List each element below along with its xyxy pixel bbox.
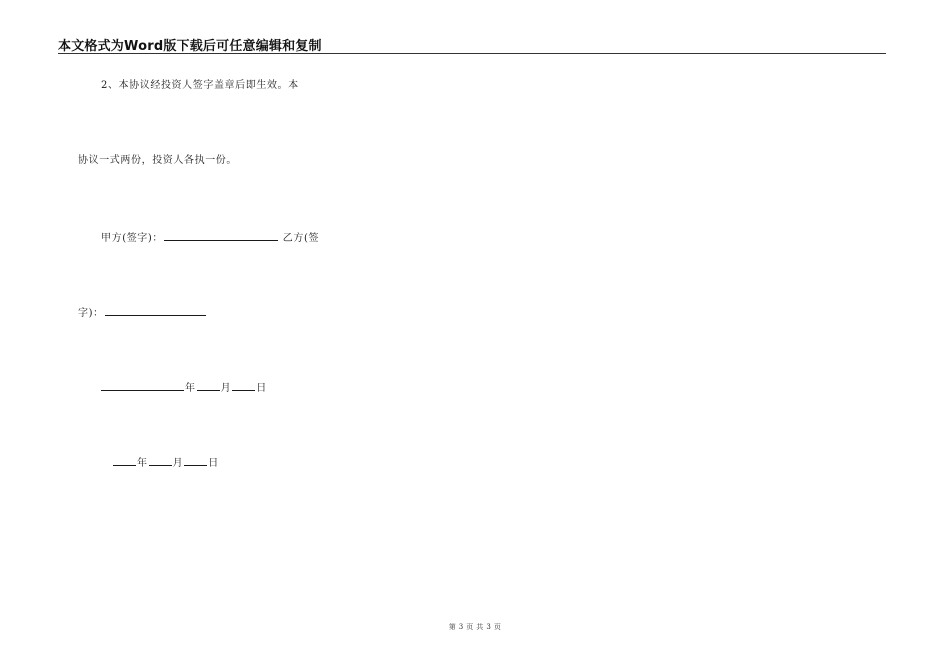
date2-day-blank [184, 455, 207, 466]
date1-month-blank [197, 380, 220, 391]
date1-day-label: 日 [256, 383, 267, 394]
clause-2-line-2: 协议一式两份，投资人各执一份。 [78, 155, 237, 166]
date1-day-blank [232, 380, 255, 391]
party-b-label-cont: 字)： [78, 308, 104, 319]
date1-year-blank [101, 380, 184, 391]
party-b-label: 乙方(签 [282, 233, 320, 244]
page-footer: 第 3 页 共 3 页 [448, 623, 502, 631]
signature-line-party-b [78, 305, 207, 320]
date-line-2 [112, 455, 219, 470]
date-line-1 [100, 380, 267, 395]
header-title: 本文格式为Word版下载后可任意编辑和复制 [58, 39, 322, 54]
date1-month-label: 月 [220, 383, 232, 394]
date2-year-blank [113, 455, 136, 466]
party-b-signature-blank [105, 305, 206, 316]
date1-year-label: 年 [185, 383, 196, 394]
date2-day-label: 日 [208, 458, 219, 469]
party-a-label: 甲方(签字)： [101, 233, 164, 244]
page-header [58, 34, 886, 54]
date2-month-blank [149, 455, 172, 466]
signature-line-parties [101, 230, 319, 245]
date2-month-label: 月 [172, 458, 184, 469]
date2-year-label: 年 [137, 458, 148, 469]
party-a-signature-blank [164, 230, 278, 241]
clause-2-line-1: 2、本协议经投资人签字盖章后即生效。本 [101, 80, 299, 91]
